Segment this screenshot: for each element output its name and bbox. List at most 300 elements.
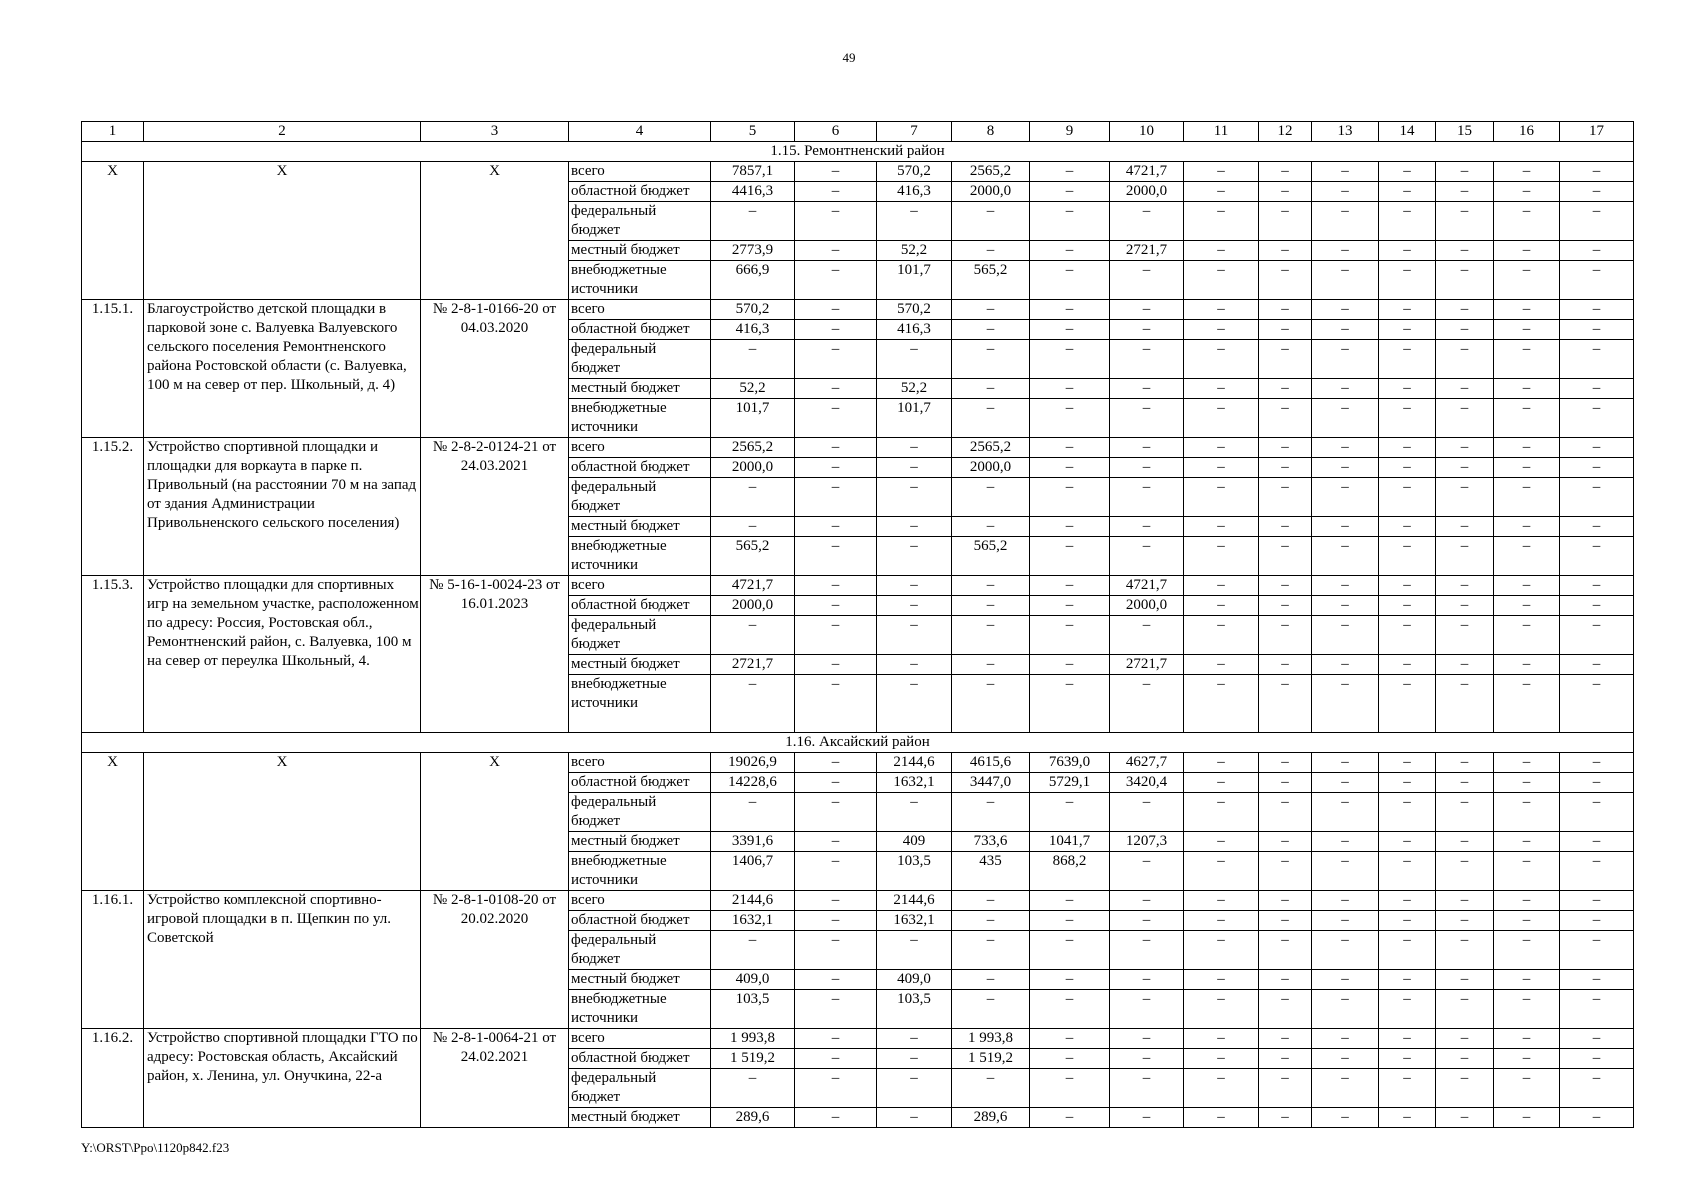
value-cell: 2144,6 xyxy=(877,891,952,911)
value-cell: – xyxy=(1259,773,1312,793)
value-cell: 565,2 xyxy=(952,261,1030,300)
funding-source-label: всего xyxy=(569,438,711,458)
value-cell: – xyxy=(1110,517,1184,537)
funding-source-label: областной бюджет xyxy=(569,773,711,793)
value-cell: – xyxy=(1436,300,1494,320)
value-cell: – xyxy=(1312,182,1379,202)
table-row xyxy=(82,576,1634,596)
value-cell: – xyxy=(1259,616,1312,655)
value-cell: – xyxy=(1436,182,1494,202)
value-cell: 4721,7 xyxy=(711,576,795,596)
item-document: № 2-8-2-0124-21 от 24.03.2021 xyxy=(421,438,569,576)
value-cell: – xyxy=(1560,1029,1634,1049)
value-cell: – xyxy=(1436,655,1494,675)
value-cell: – xyxy=(1560,537,1634,576)
value-cell: – xyxy=(1030,517,1110,537)
value-cell: – xyxy=(877,596,952,616)
value-cell: – xyxy=(1436,517,1494,537)
value-cell: – xyxy=(711,478,795,517)
funding-source-label: областной бюджет xyxy=(569,458,711,478)
value-cell: 4721,7 xyxy=(1110,162,1184,182)
value-cell: – xyxy=(952,517,1030,537)
value-cell: – xyxy=(1030,1029,1110,1049)
value-cell: – xyxy=(1184,675,1259,733)
value-cell: – xyxy=(952,478,1030,517)
value-cell: – xyxy=(1312,320,1379,340)
value-cell: – xyxy=(1560,162,1634,182)
value-cell: 289,6 xyxy=(711,1108,795,1128)
value-cell: – xyxy=(1259,340,1312,379)
item-document: № 2-8-1-0166-20 от 04.03.2020 xyxy=(421,300,569,438)
value-cell: 570,2 xyxy=(877,162,952,182)
value-cell: – xyxy=(1379,970,1436,990)
value-cell: – xyxy=(1312,990,1379,1029)
value-cell: – xyxy=(1436,753,1494,773)
value-cell: – xyxy=(1494,970,1560,990)
value-cell: – xyxy=(795,675,877,733)
value-cell: – xyxy=(1560,852,1634,891)
value-cell: – xyxy=(1110,1049,1184,1069)
value-cell: – xyxy=(1184,832,1259,852)
value-cell: – xyxy=(1494,793,1560,832)
value-cell: – xyxy=(1110,990,1184,1029)
value-cell: – xyxy=(1030,379,1110,399)
value-cell: 2565,2 xyxy=(952,162,1030,182)
value-cell: 666,9 xyxy=(711,261,795,300)
value-cell: – xyxy=(1379,537,1436,576)
funding-source-label: местный бюджет xyxy=(569,241,711,261)
value-cell: – xyxy=(1030,970,1110,990)
value-cell: – xyxy=(1494,379,1560,399)
value-cell: 52,2 xyxy=(711,379,795,399)
value-cell: – xyxy=(1379,990,1436,1029)
column-header: 2 xyxy=(144,122,421,142)
value-cell: 1207,3 xyxy=(1110,832,1184,852)
value-cell: – xyxy=(1436,832,1494,852)
funding-source-label: федеральный бюджет xyxy=(569,1069,711,1108)
value-cell: – xyxy=(1030,182,1110,202)
funding-source-label: всего xyxy=(569,891,711,911)
value-cell: 565,2 xyxy=(952,537,1030,576)
value-cell: – xyxy=(1312,675,1379,733)
table-row xyxy=(82,438,1634,458)
value-cell: – xyxy=(1030,655,1110,675)
value-cell: – xyxy=(1184,990,1259,1029)
value-cell: – xyxy=(1110,478,1184,517)
column-header: 8 xyxy=(952,122,1030,142)
value-cell: – xyxy=(1184,753,1259,773)
value-cell: – xyxy=(795,478,877,517)
column-header: 1 xyxy=(82,122,144,142)
value-cell: – xyxy=(1560,576,1634,596)
column-header: 3 xyxy=(421,122,569,142)
value-cell: – xyxy=(1030,793,1110,832)
value-cell: – xyxy=(1312,931,1379,970)
table-row xyxy=(82,1029,1634,1049)
value-cell: – xyxy=(1259,1049,1312,1069)
header-row xyxy=(82,122,1634,142)
value-cell: – xyxy=(1436,438,1494,458)
value-cell: – xyxy=(1030,596,1110,616)
item-number: X xyxy=(82,753,144,891)
value-cell: – xyxy=(952,616,1030,655)
value-cell: 103,5 xyxy=(877,852,952,891)
value-cell: – xyxy=(1312,576,1379,596)
value-cell: – xyxy=(877,1049,952,1069)
value-cell: – xyxy=(795,438,877,458)
item-document: X xyxy=(421,162,569,300)
value-cell: – xyxy=(1494,517,1560,537)
value-cell: – xyxy=(1259,931,1312,970)
value-cell: 1 519,2 xyxy=(711,1049,795,1069)
value-cell: – xyxy=(1184,970,1259,990)
value-cell: – xyxy=(1379,300,1436,320)
value-cell: – xyxy=(1436,241,1494,261)
value-cell: – xyxy=(1379,616,1436,655)
value-cell: – xyxy=(1436,261,1494,300)
value-cell: – xyxy=(1030,261,1110,300)
funding-source-label: внебюджетные источники xyxy=(569,261,711,300)
value-cell: – xyxy=(1184,891,1259,911)
value-cell: – xyxy=(1259,1108,1312,1128)
value-cell: – xyxy=(1030,320,1110,340)
value-cell: – xyxy=(877,793,952,832)
value-cell: – xyxy=(1184,438,1259,458)
value-cell: – xyxy=(1110,438,1184,458)
value-cell: – xyxy=(1379,891,1436,911)
value-cell: – xyxy=(795,596,877,616)
funding-source-label: внебюджетные источники xyxy=(569,675,711,733)
value-cell: – xyxy=(1312,1108,1379,1128)
value-cell: – xyxy=(877,517,952,537)
value-cell: 2000,0 xyxy=(711,596,795,616)
value-cell: – xyxy=(1312,162,1379,182)
value-cell: – xyxy=(795,1029,877,1049)
value-cell: 733,6 xyxy=(952,832,1030,852)
value-cell: 52,2 xyxy=(877,241,952,261)
value-cell: – xyxy=(711,340,795,379)
column-header: 15 xyxy=(1436,122,1494,142)
funding-source-label: федеральный бюджет xyxy=(569,340,711,379)
value-cell: 3420,4 xyxy=(1110,773,1184,793)
value-cell: – xyxy=(952,911,1030,931)
value-cell: 3447,0 xyxy=(952,773,1030,793)
value-cell: – xyxy=(795,1108,877,1128)
value-cell: – xyxy=(795,891,877,911)
value-cell: – xyxy=(1379,202,1436,241)
value-cell: – xyxy=(1560,340,1634,379)
value-cell: – xyxy=(795,655,877,675)
section-title: 1.15. Ремонтненский район xyxy=(82,142,1634,162)
column-header: 11 xyxy=(1184,122,1259,142)
value-cell: – xyxy=(1379,852,1436,891)
value-cell: 14228,6 xyxy=(711,773,795,793)
value-cell: – xyxy=(877,1108,952,1128)
value-cell: – xyxy=(795,517,877,537)
value-cell: – xyxy=(1030,478,1110,517)
value-cell: – xyxy=(1184,478,1259,517)
value-cell: 7639,0 xyxy=(1030,753,1110,773)
value-cell: – xyxy=(1436,931,1494,970)
value-cell: – xyxy=(1312,458,1379,478)
value-cell: – xyxy=(1560,1069,1634,1108)
value-cell: – xyxy=(1494,1029,1560,1049)
value-cell: – xyxy=(1312,438,1379,458)
value-cell: 409 xyxy=(877,832,952,852)
value-cell: – xyxy=(877,675,952,733)
value-cell: – xyxy=(1494,931,1560,970)
value-cell: – xyxy=(1436,340,1494,379)
value-cell: – xyxy=(1312,1029,1379,1049)
value-cell: 101,7 xyxy=(877,261,952,300)
value-cell: – xyxy=(1184,1069,1259,1108)
value-cell: – xyxy=(1379,576,1436,596)
value-cell: – xyxy=(1110,616,1184,655)
value-cell: – xyxy=(1560,182,1634,202)
value-cell: – xyxy=(1379,517,1436,537)
funding-source-label: всего xyxy=(569,1029,711,1049)
section-title: 1.16. Аксайский район xyxy=(82,733,1634,753)
value-cell: 101,7 xyxy=(711,399,795,438)
item-document: № 5-16-1-0024-23 от 16.01.2023 xyxy=(421,576,569,733)
funding-source-label: местный бюджет xyxy=(569,832,711,852)
value-cell: – xyxy=(1312,300,1379,320)
column-header: 12 xyxy=(1259,122,1312,142)
value-cell: – xyxy=(952,1069,1030,1108)
value-cell: 2565,2 xyxy=(711,438,795,458)
value-cell: – xyxy=(1312,832,1379,852)
value-cell: – xyxy=(1312,911,1379,931)
value-cell: – xyxy=(1110,852,1184,891)
value-cell: – xyxy=(877,655,952,675)
value-cell: – xyxy=(1379,793,1436,832)
value-cell: 4721,7 xyxy=(1110,576,1184,596)
value-cell: – xyxy=(1184,931,1259,970)
value-cell: 3391,6 xyxy=(711,832,795,852)
item-name: Устройство комплексной спортивно-игровой площадки в п. Щепкин по ул. Советской xyxy=(144,891,421,1029)
value-cell: – xyxy=(1494,753,1560,773)
value-cell: – xyxy=(1110,320,1184,340)
value-cell: 1041,7 xyxy=(1030,832,1110,852)
funding-source-label: местный бюджет xyxy=(569,379,711,399)
column-header: 17 xyxy=(1560,122,1634,142)
value-cell: – xyxy=(1259,852,1312,891)
value-cell: – xyxy=(1259,320,1312,340)
value-cell: – xyxy=(1259,990,1312,1029)
value-cell: 2721,7 xyxy=(1110,655,1184,675)
value-cell: – xyxy=(1184,537,1259,576)
value-cell: – xyxy=(795,379,877,399)
value-cell: – xyxy=(1030,162,1110,182)
value-cell: – xyxy=(1184,1108,1259,1128)
funding-source-label: всего xyxy=(569,753,711,773)
value-cell: – xyxy=(1379,911,1436,931)
section-row xyxy=(82,142,1634,162)
value-cell: 1406,7 xyxy=(711,852,795,891)
value-cell: – xyxy=(952,675,1030,733)
value-cell: – xyxy=(1379,241,1436,261)
item-number: 1.15.3. xyxy=(82,576,144,733)
value-cell: – xyxy=(1259,241,1312,261)
table-body xyxy=(82,122,1634,1128)
value-cell: 1632,1 xyxy=(711,911,795,931)
value-cell: – xyxy=(1030,241,1110,261)
value-cell: – xyxy=(1494,478,1560,517)
item-name: Устройство спортивной площадки и площадки для воркаута в парке п. Привольный (на расстоянии 70 м на запад от здания Администрации Привольненского сельского поселения) xyxy=(144,438,421,576)
value-cell: – xyxy=(1494,162,1560,182)
item-number: 1.15.1. xyxy=(82,300,144,438)
value-cell: – xyxy=(1259,162,1312,182)
value-cell: – xyxy=(1312,596,1379,616)
value-cell: – xyxy=(1379,162,1436,182)
value-cell: – xyxy=(795,616,877,655)
value-cell: 416,3 xyxy=(877,320,952,340)
value-cell: – xyxy=(952,340,1030,379)
value-cell: – xyxy=(1030,202,1110,241)
value-cell: – xyxy=(1110,399,1184,438)
value-cell: – xyxy=(1560,616,1634,655)
funding-source-label: федеральный бюджет xyxy=(569,793,711,832)
value-cell: – xyxy=(1110,931,1184,970)
value-cell: – xyxy=(1379,261,1436,300)
value-cell: – xyxy=(711,1069,795,1108)
value-cell: – xyxy=(1110,537,1184,576)
value-cell: – xyxy=(795,931,877,970)
funding-source-label: федеральный бюджет xyxy=(569,616,711,655)
item-document: № 2-8-1-0108-20 от 20.02.2020 xyxy=(421,891,569,1029)
value-cell: – xyxy=(1560,793,1634,832)
value-cell: – xyxy=(1184,596,1259,616)
value-cell: – xyxy=(1436,537,1494,576)
funding-source-label: местный бюджет xyxy=(569,655,711,675)
value-cell: 2000,0 xyxy=(711,458,795,478)
funding-source-label: всего xyxy=(569,576,711,596)
value-cell: – xyxy=(1259,458,1312,478)
value-cell: – xyxy=(1560,379,1634,399)
value-cell: – xyxy=(1494,675,1560,733)
value-cell: – xyxy=(1312,202,1379,241)
value-cell: 4416,3 xyxy=(711,182,795,202)
value-cell: – xyxy=(1184,202,1259,241)
value-cell: – xyxy=(1560,911,1634,931)
value-cell: – xyxy=(952,576,1030,596)
value-cell: – xyxy=(1494,576,1560,596)
value-cell: – xyxy=(1110,379,1184,399)
value-cell: – xyxy=(1184,1049,1259,1069)
value-cell: – xyxy=(1184,911,1259,931)
table-row xyxy=(82,753,1634,773)
value-cell: 2000,0 xyxy=(1110,596,1184,616)
value-cell: 101,7 xyxy=(877,399,952,438)
value-cell: – xyxy=(1030,911,1110,931)
value-cell: 1632,1 xyxy=(877,773,952,793)
value-cell: – xyxy=(952,399,1030,438)
value-cell: 2000,0 xyxy=(952,182,1030,202)
value-cell: – xyxy=(877,576,952,596)
value-cell: – xyxy=(877,478,952,517)
value-cell: – xyxy=(1560,478,1634,517)
value-cell: – xyxy=(1030,537,1110,576)
value-cell: – xyxy=(1030,891,1110,911)
value-cell: – xyxy=(1259,182,1312,202)
value-cell: – xyxy=(1030,458,1110,478)
value-cell: 435 xyxy=(952,852,1030,891)
value-cell: – xyxy=(877,1029,952,1049)
value-cell: – xyxy=(1030,931,1110,970)
value-cell: – xyxy=(1494,1069,1560,1108)
value-cell: – xyxy=(1312,379,1379,399)
value-cell: – xyxy=(1379,832,1436,852)
value-cell: – xyxy=(1436,911,1494,931)
value-cell: – xyxy=(1259,478,1312,517)
value-cell: – xyxy=(1560,261,1634,300)
page-number: 49 xyxy=(842,50,856,65)
value-cell: – xyxy=(1110,1029,1184,1049)
value-cell: – xyxy=(795,990,877,1029)
value-cell: – xyxy=(1436,596,1494,616)
value-cell: – xyxy=(1379,438,1436,458)
value-cell: – xyxy=(1259,891,1312,911)
value-cell: – xyxy=(1560,438,1634,458)
value-cell: – xyxy=(1184,261,1259,300)
value-cell: – xyxy=(1494,1108,1560,1128)
value-cell: – xyxy=(1312,1049,1379,1069)
value-cell: – xyxy=(795,576,877,596)
funding-source-label: областной бюджет xyxy=(569,320,711,340)
value-cell: – xyxy=(1184,773,1259,793)
funding-source-label: областной бюджет xyxy=(569,182,711,202)
value-cell: – xyxy=(795,753,877,773)
value-cell: – xyxy=(1560,990,1634,1029)
value-cell: – xyxy=(1560,1049,1634,1069)
value-cell: – xyxy=(1259,1029,1312,1049)
value-cell: – xyxy=(952,379,1030,399)
value-cell: – xyxy=(1184,517,1259,537)
value-cell: – xyxy=(1379,340,1436,379)
value-cell: – xyxy=(1436,576,1494,596)
value-cell: – xyxy=(1030,576,1110,596)
value-cell: – xyxy=(1184,340,1259,379)
value-cell: – xyxy=(1110,911,1184,931)
value-cell: 1 993,8 xyxy=(711,1029,795,1049)
value-cell: – xyxy=(952,931,1030,970)
value-cell: – xyxy=(1379,1108,1436,1128)
value-cell: – xyxy=(1560,655,1634,675)
value-cell: – xyxy=(1259,753,1312,773)
value-cell: 2773,9 xyxy=(711,241,795,261)
value-cell: – xyxy=(1494,911,1560,931)
column-header: 4 xyxy=(569,122,711,142)
value-cell: – xyxy=(1560,202,1634,241)
value-cell: 416,3 xyxy=(877,182,952,202)
value-cell: 52,2 xyxy=(877,379,952,399)
value-cell: – xyxy=(1184,300,1259,320)
value-cell: – xyxy=(952,241,1030,261)
value-cell: – xyxy=(877,1069,952,1108)
value-cell: – xyxy=(711,931,795,970)
value-cell: 2000,0 xyxy=(952,458,1030,478)
value-cell: – xyxy=(1494,616,1560,655)
value-cell: – xyxy=(1436,1069,1494,1108)
column-header: 16 xyxy=(1494,122,1560,142)
table-row xyxy=(82,162,1634,182)
value-cell: – xyxy=(1110,793,1184,832)
value-cell: – xyxy=(795,773,877,793)
value-cell: – xyxy=(1436,616,1494,655)
value-cell: – xyxy=(1494,399,1560,438)
value-cell: – xyxy=(1030,399,1110,438)
funding-source-label: местный бюджет xyxy=(569,1108,711,1128)
